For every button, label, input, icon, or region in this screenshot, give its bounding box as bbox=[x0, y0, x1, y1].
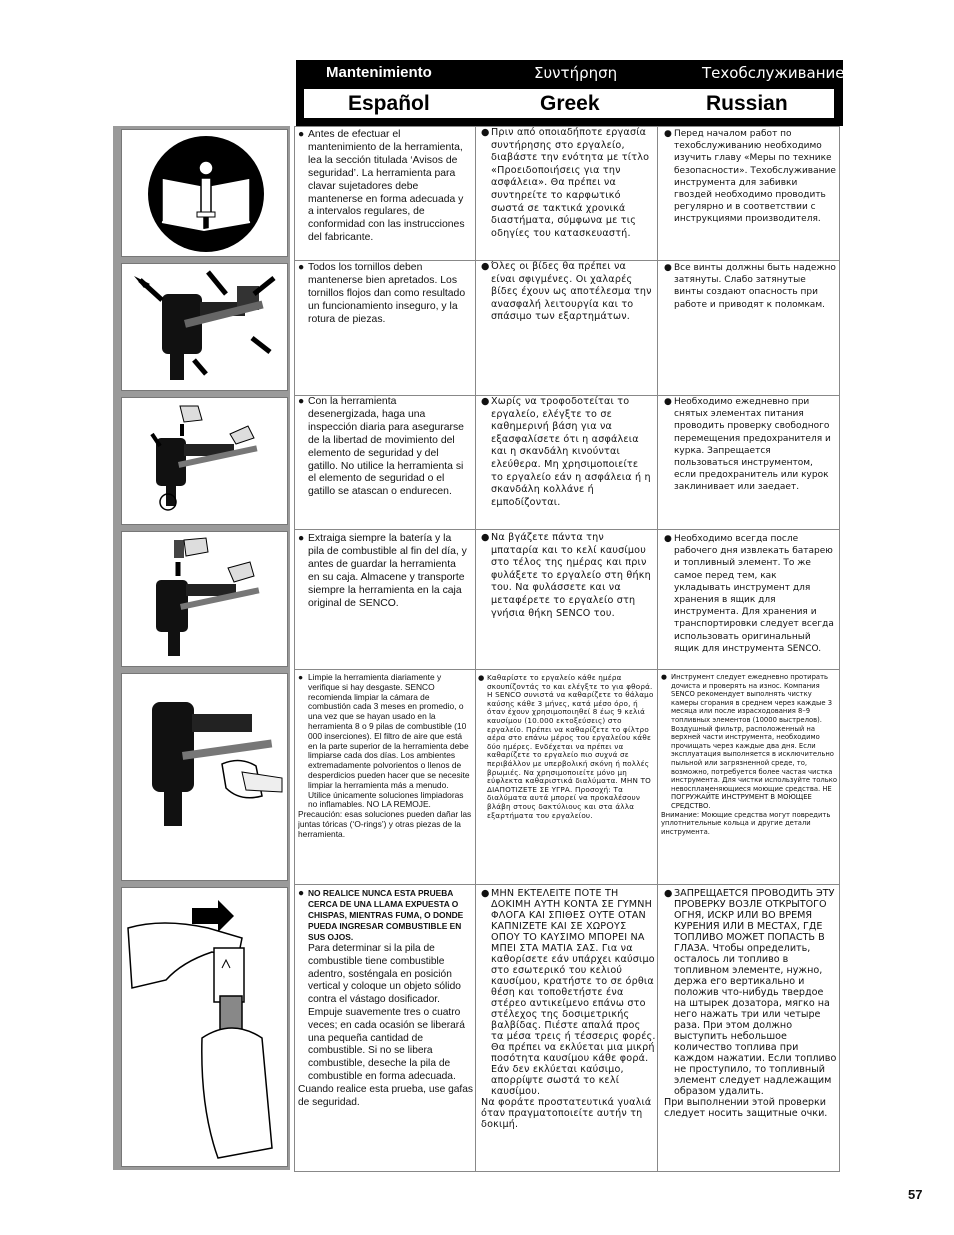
row6-ru-note: При выполнении этой проверки следует носить защитные очки. bbox=[664, 1097, 828, 1119]
row-divider bbox=[294, 669, 840, 670]
column-divider bbox=[657, 126, 658, 1172]
row4-ru-text: Необходимо всегда после рабочего дня извлекать батарею и топливный элемент. То же самое перед тем, как укладывать инструмент для хранения в ящик для инструмента. Для хранения и транспортировки следует всегда использовать оригинальный ящик для инструмента SENCO. bbox=[674, 534, 834, 654]
bullet: ● bbox=[481, 396, 490, 407]
row2-es bbox=[298, 262, 470, 392]
row3-es-text: Con la herramienta desenergizada, haga una inspección diaria para asegurarse de la libertad de movimiento del elemento de seguridad y del gatillo. No utilice la herramienta si el elemento de seguridad o el gatillo se atascan o endurecen. bbox=[308, 396, 464, 498]
row5-ru bbox=[661, 673, 838, 883]
nailer-battery-icon bbox=[122, 532, 287, 666]
row5-es bbox=[298, 673, 473, 883]
bullet: ● bbox=[298, 888, 305, 899]
bullet: ● bbox=[664, 888, 673, 899]
header-lang-gr: Greek bbox=[540, 92, 600, 115]
row6-ru-text: ЗАПРЕЩАЕТСЯ ПРОВОДИТЬ ЭТУ ПРОВЕРКУ ВОЗЛЕ ОТКРЫТОГО ОГНЯ, ИСКР ИЛИ ВО ВРЕМЯ КУРЕНИЯ ИЛИ В МЕСТАХ, ГДЕ ТОПЛИВО МОЖЕТ ПОПАСТЬ В ГЛАЗА. Чтобы определить, осталось ли топливо в топливном элементе, нужно, держа его вертикально и положив что-нибудь твердое на штырек дозатора, мягко на него нажать три или четыре раза. При этом должно выступить небольшое количество топлива при каждом нажатии. Если топливо не проступило, то топливный элемент следует надлежащим образом удалить. bbox=[674, 888, 837, 1097]
nailer-screws-icon bbox=[122, 264, 287, 390]
bullet: ● bbox=[478, 674, 485, 682]
illustration-info-book bbox=[121, 129, 288, 257]
row6-es-warning: NO REALICE NUNCA ESTA PRUEBA CERCA DE UNA LLAMA EXPUESTA O CHISPAS, MIENTRAS FUMA, O DONDE PUEDA INGRESAR COMBUSTIBLE EN SUS OJOS. bbox=[308, 888, 464, 942]
bullet: ● bbox=[481, 127, 490, 138]
fuel-cell-test-icon bbox=[122, 888, 287, 1166]
row4-es-text: Extraiga siempre la batería y la pila de combustible al fin del día, y antes de guardar la herramienta en su caja. Almacene y transporte siempre la herramienta en la caja original de SENCO. bbox=[308, 533, 467, 609]
bullet: ● bbox=[664, 263, 672, 273]
row1-ru-text: Перед началом работ по техобслуживанию необходимо изучить главу «Меры по технике безопасности». Техобслуживание инструмента для забивки гвоздей необходимо проводить регулярно и в соответствии с инструкциями производителя. bbox=[674, 129, 836, 225]
header-title-gr: Συντήρηση bbox=[534, 64, 618, 82]
bullet: ● bbox=[298, 533, 305, 544]
row5-ru-caution: Внимание: Моющие средства могут повредить уплотнительные кольца и другие детали инструмента. bbox=[661, 810, 831, 836]
row-divider bbox=[294, 529, 840, 530]
nailer-cleaning-icon bbox=[122, 674, 287, 880]
bullet: ● bbox=[664, 129, 672, 139]
row1-gr bbox=[481, 127, 653, 257]
row3-gr-text: Χωρίς να τροφοδοτείται το εργαλείο, ελέγξτε το σε καθημερινή βάση για να εξασφαλίσετε ότι η ασφάλεια και η σκανδάλη κινούνται ελεύθερα. Μη χρησιμοποιείτε το εργαλείο εάν η ασφάλεια ή η σκανδάλη κολλάνε ή εμποδίζονται. bbox=[491, 396, 651, 508]
row2-es-text: Todos los tornillos deben mantenerse bien apretados. Los tornillos flojos dan como resultado un funcionamiento inseguro, y la rotura de piezas. bbox=[308, 262, 466, 325]
row2-gr-text: Όλες οι βίδες θα πρέπει να είναι σφιγμένες. Οι χαλαρές βίδες έχουν ως αποτέλεσμα την ανασφαλή λειτουργία και το σπάσιμο των εξαρτημάτων. bbox=[491, 261, 652, 323]
illustration-remove-battery bbox=[121, 531, 288, 667]
row5-ru-text: Инструмент следует ежедневно протирать дочиста и проверять на износ. Компания SENCO рекомендует выполнять чистку камеры сгорания в среднем через каждые 3 месяца или после израсходования 8–9 топливных элементов (10000 выстрелов). Воздушный фильтр, расположенный на верхней части инструмента, необходимо прочищать через каждые два дня. Если эксплуатация выполняется в исключительно пыльной или загрязненной среде, то, возможно, потребуется более частая чистка инструмента. Для чистки используйте только невоспламеняющиеся моющие средства. НЕ ПОГРУЖАЙТЕ ИНСТРУМЕНТ В МОЮЩЕЕ СРЕДСТВО. bbox=[671, 673, 838, 810]
row5-es-caution: Precaución: esas soluciones pueden dañar las juntas tóricas (‘O-rings’) y otras piezas de la herramienta. bbox=[298, 809, 472, 839]
row6-gr-text: ΜΗΝ ΕΚΤΕΛΕΙΤΕ ΠΟΤΕ ΤΗ ΔΟΚΙΜΗ ΑΥΤΗ ΚΟΝΤΑ ΣΕ ΓΥΜΝΗ ΦΛΟΓΑ ΚΑΙ ΣΠΙΘΕΣ ΟΥΤΕ ΟΤΑΝ ΚΑΠΝΙΖΕΤΕ ΚΑΙ ΣΕ ΧΩΡΟΥΣ ΟΠΟΥ ΤΟ ΚΑΥΣΙΜΟ ΜΠΟΡΕΙ ΝΑ ΜΠΕΙ ΣΤΑ ΜΑΤΙΑ ΣΑΣ. Για να καθορίσετε εάν υπάρχει καύσιμο στο εσωτερικό του κελιού καυσίμου, κρατήστε το σε όρθια θέση και τοποθετήστε ένα στέρεο αντικείμενο επάνω στο στέλεχος της δοσιμετρικής βαλβίδας. Πιέστε απαλά προς τα μέσα τρεις ή τέσσερις φορές. Θα πρέπει να εκλύεται μια μικρή ποσότητα καυσίμου κάθε φορά. Εάν δεν εκλύεται καύσιμο, απορρίψτε σωστά το κελί καυσίμου. bbox=[491, 888, 656, 1097]
row2-gr bbox=[481, 261, 653, 391]
row2-ru-text: Все винты должны быть надежно затянуты. Слабо затянутые винты создают опасность при работе и приводят к поломкам. bbox=[674, 263, 836, 310]
page-number: 57 bbox=[908, 1187, 923, 1202]
row4-es bbox=[298, 533, 470, 667]
section-header bbox=[296, 60, 843, 126]
header-title-es: Mantenimiento bbox=[326, 64, 432, 81]
row4-gr bbox=[481, 532, 653, 666]
bullet: ● bbox=[298, 262, 305, 273]
illustration-cleaning bbox=[121, 673, 288, 881]
header-languages-row bbox=[302, 87, 836, 120]
row4-ru bbox=[664, 533, 836, 667]
header-lang-ru: Russian bbox=[706, 92, 788, 115]
row5-gr bbox=[478, 674, 656, 882]
bullet: ● bbox=[481, 261, 490, 272]
row6-gr bbox=[481, 888, 656, 1168]
row5-es-text: Limpie la herramienta diariamente y verifique si hay desgaste. SENCO recomienda limpiar la cámara de combustión cada 3 meses en promedio, o una vez que se hayan usado en la herramienta 8 o 9 pilas de combustible (10 000 inserciones). El filtro de aire que está en la parte superior de la herramienta debe limpiarse cada dos días. Los ambientes extremadamente polvorientos o llenos de desperdicios pueden hacer que se necesite limpiar la herramienta más a menudo. Utilice únicamente soluciones limpiadoras no inflamables. NO LA REMOJE. bbox=[308, 673, 470, 810]
row3-ru bbox=[664, 396, 836, 526]
bullet: ● bbox=[481, 888, 490, 899]
info-book-icon bbox=[122, 130, 287, 256]
row6-ru bbox=[664, 888, 838, 1168]
bullet: ● bbox=[661, 673, 667, 681]
bullet: ● bbox=[481, 532, 490, 543]
row1-ru bbox=[664, 128, 836, 258]
row1-es-text: Antes de efectuar el mantenimiento de la herramienta, lea la sección titulada ‘Avisos de seguridad’. La herramienta para clavar sujetadores debe mantenerse en forma adecuada y a intervalos regulares, de conformidad con las instrucciones del fabricante. bbox=[308, 129, 465, 244]
bullet: ● bbox=[298, 129, 305, 140]
row6-es-text: Para determinar si la pila de combustible tiene combustible adentro, sosténgala en posición vertical y coloque un objeto sólido contra el vástago dosificador. Empuje suavemente tres o cuatro veces; en cada ocasión se liberará una pequeña cantidad de combustible. Si no se libera combustible, deseche la pila de combustible en forma adecuada. bbox=[308, 943, 465, 1082]
row6-es-note: Cuando realice esta prueba, use gafas de seguridad. bbox=[298, 1083, 473, 1108]
row6-es bbox=[298, 888, 473, 1168]
bullet: ● bbox=[298, 673, 304, 682]
row5-gr-text: Καθαρίστε το εργαλείο κάθε ημέρα σκουπίζοντάς το και ελέγξτε το για φθορά. Η SENCO συνιστά να καθαρίζετε το θάλαμο καύσης κάθε 3 μήνες, κατά μέσο όρο, ή όταν έχουν χρησιμοποιηθεί 8 έως 9 κελιά καυσίμου (10.000 εκτοξεύσεις) στο εργαλείο. Πρέπει να καθαρίζετε το φίλτρο αέρα στο επάνω μέρος του εργαλείου κάθε δύο ημέρες. Ενδέχεται να πρέπει να καθαρίζετε το εργαλείο πιο συχνά σε περιβάλλον με υπερβολική σκόνη ή πολλές βρωμιές. Να χρησιμοποιείτε μόνο μη εύφλεκτα καθαριστικά διαλύματα. ΜΗΝ ΤΟ ΔΙΑΠΟΤΙΖΕΤΕ ΣΕ ΥΓΡΑ. Προσοχή: Τα διαλύματα αυτά μπορεί να προκαλέσουν βλάβη στους δακτύλιους και στα άλλα εξαρτήματα του εργαλείου. bbox=[487, 674, 654, 820]
bullet: ● bbox=[298, 396, 305, 407]
nailer-trigger-icon bbox=[122, 398, 287, 524]
illustration-screws bbox=[121, 263, 288, 391]
row1-es bbox=[298, 129, 470, 257]
column-divider bbox=[475, 126, 476, 1172]
row2-ru bbox=[664, 262, 836, 392]
header-lang-es: Español bbox=[348, 92, 430, 115]
row-divider bbox=[294, 884, 840, 885]
row4-gr-text: Να βγάζετε πάντα την μπαταρία και το κελί καυσίμου στο τέλος της ημέρας και πριν φυλάξετε το εργαλείο στη θήκη του. Να φυλάσσετε και να μεταφέρετε το εργαλείο στη γνήσια θήκη SENCO του. bbox=[491, 532, 651, 619]
illustration-trigger-check bbox=[121, 397, 288, 525]
header-title-ru: Техобслуживание bbox=[702, 64, 845, 82]
row3-gr bbox=[481, 396, 653, 526]
bullet: ● bbox=[664, 534, 672, 544]
illustration-fuel-test bbox=[121, 887, 288, 1167]
bullet: ● bbox=[664, 397, 672, 407]
row6-gr-note: Να φοράτε προστατευτικά γυαλιά όταν πραγματοποιείτε αυτήν τη δοκιμή. bbox=[481, 1097, 652, 1130]
row3-es bbox=[298, 396, 470, 526]
row3-ru-text: Необходимо ежедневно при снятых элементах питания проводить проверку свободного перемещения предохранителя и курка. Запрещается пользоваться инструментом, если предохранитель или курок заклинивает или заедает. bbox=[674, 397, 831, 493]
header-titles-row bbox=[296, 60, 843, 86]
row1-gr-text: Πριν από οποιαδήποτε εργασία συντήρησης στο εργαλείο, διαβάστε την ενότητα με τίτλο «Προειδοποιήσεις για την ασφάλεια». Θα πρέπει να συντηρείτε το καρφωτικό σωστά σε τακτικά χρονικά διαστήματα, σύμφωνα με τις οδηγίες του κατασκευαστή. bbox=[491, 127, 650, 239]
